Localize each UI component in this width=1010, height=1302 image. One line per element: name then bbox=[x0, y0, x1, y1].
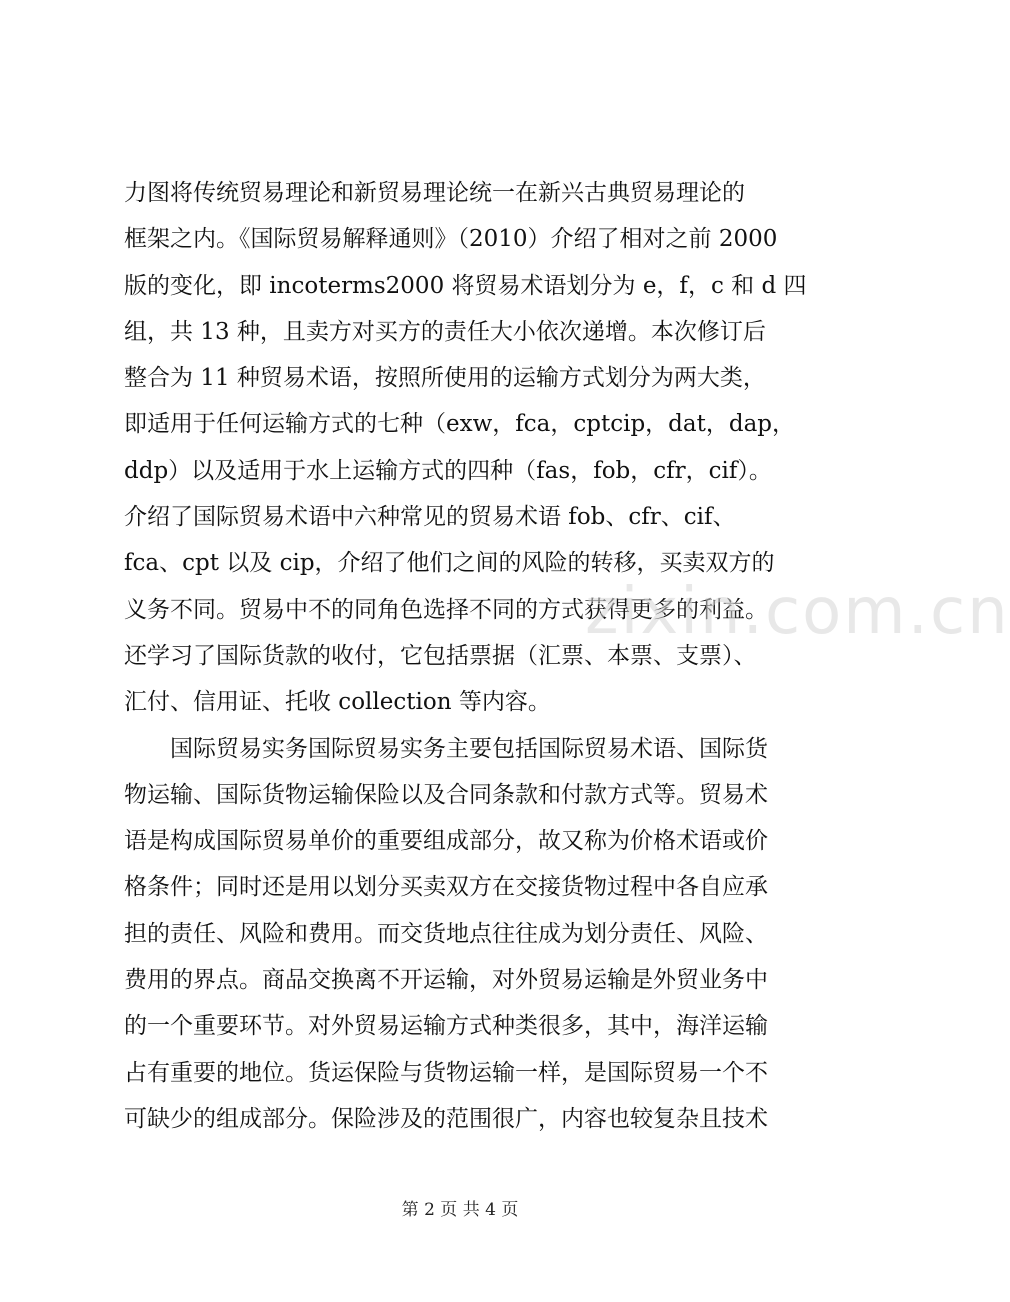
text-line: 占有重要的地位。货运保险与货物运输一样，是国际贸易一个不 bbox=[124, 1059, 768, 1086]
text-line: 费用的界点。商品交换离不开运输，对外贸易运输是外贸业务中 bbox=[124, 967, 768, 994]
text-line: 力图将传统贸易理论和新贸易理论统一在新兴古典贸易理论的 bbox=[124, 180, 745, 206]
body-text bbox=[124, 170, 807, 1142]
text-line: 物运输、国际货物运输保险以及合同条款和付款方式等。贸易术 bbox=[124, 781, 768, 808]
text-line: 整合为 11 种贸易术语，按照所使用的运输方式划分为两大类， bbox=[124, 365, 766, 392]
text-line: 即适用于任何运输方式的七种（exw，fca，cptcip，dat，dap， bbox=[124, 411, 796, 438]
text-line: 可缺少的组成部分。保险涉及的范围很广，内容也较复杂且技术 bbox=[124, 1105, 768, 1132]
text-line: fca、cpt 以及 cip，介绍了他们之间的风险的转移，买卖双方的 bbox=[124, 550, 775, 577]
watermark: zixin.com.cn bbox=[585, 575, 1010, 649]
text-line: 格条件；同时还是用以划分买卖双方在交接货物过程中各自应承 bbox=[124, 874, 768, 901]
text-line: 介绍了国际贸易术语中六种常见的贸易术语 fob、cfr、cif、 bbox=[124, 504, 736, 531]
text-line: 语是构成国际贸易单价的重要组成部分，故又称为价格术语或价 bbox=[124, 828, 768, 855]
text-line: 框架之内。《国际贸易解释通则》（2010）介绍了相对之前 2000 bbox=[124, 226, 778, 253]
text-line: 组，共 13 种，且卖方对买方的责任大小依次递增。本次修订后 bbox=[124, 318, 766, 345]
text-line: 担的责任、风险和费用。而交货地点往往成为划分责任、风险、 bbox=[124, 920, 768, 947]
text-line: 版的变化，即 incoterms2000 将贸易术语划分为 e，f，c 和 d 四 bbox=[124, 272, 807, 299]
page-footer: 第 2 页 共 4 页 bbox=[401, 1200, 519, 1220]
text-line: 汇付、信用证、托收 collection 等内容。 bbox=[124, 689, 551, 716]
text-line: 义务不同。贸易中不的同角色选择不同的方式获得更多的利益。 bbox=[124, 596, 768, 623]
text-line-paragraph-start: 国际贸易实务国际贸易实务主要包括国际贸易术语、国际货 bbox=[170, 735, 768, 762]
text-line: 还学习了国际货款的收付，它包括票据（汇票、本票、支票）、 bbox=[124, 642, 757, 669]
text-line: 的一个重要环节。对外贸易运输方式种类很多，其中，海洋运输 bbox=[124, 1013, 768, 1040]
text-line: ddp）以及适用于水上运输方式的四种（fas，fob，cfr，cif）。 bbox=[124, 457, 772, 484]
